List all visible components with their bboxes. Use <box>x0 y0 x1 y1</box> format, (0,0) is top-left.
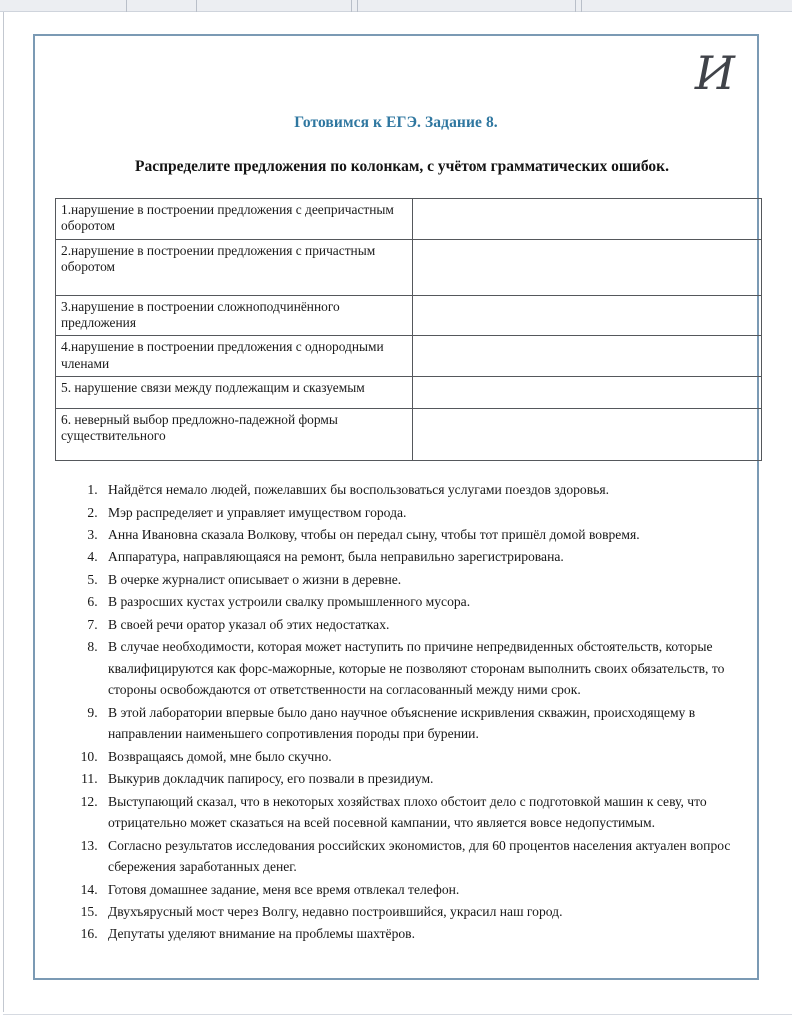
table-row <box>56 295 762 336</box>
list-item: 8. В случае необходимости, которая может наступить по причине непредвиденных обстоятельств, которые квалифицируются как форс-мажорные, которые не позволяют сторонам выполнить своих обязательств, то стороны освобождаются от ответственности на согласованный между ними срок. <box>101 636 733 700</box>
error-type-cell: 2.нарушение в построении предложения с причастным оборотом <box>56 239 413 295</box>
list-item: 13. Согласно результатов исследования российских экономистов, для 60 процентов населения актуален вопрос сбережения заработанных денег. <box>101 835 733 878</box>
list-item: 15. Двухъярусный мост через Волгу, недавно построившийся, украсил наш город. <box>101 901 733 922</box>
answer-cell[interactable] <box>413 239 762 295</box>
list-item: 5. В очерке журналист описывает о жизни в деревне. <box>101 569 733 590</box>
list-item: 14. Готовя домашнее задание, меня все время отвлекал телефон. <box>101 879 733 900</box>
strip-divider <box>581 0 582 12</box>
table-row <box>56 199 762 240</box>
list-item: 10. Возвращаясь домой, мне было скучно. <box>101 746 733 767</box>
list-item: 7. В своей речи оратор указал об этих недостатках. <box>101 614 733 635</box>
document-page <box>33 34 759 980</box>
table-row <box>56 336 762 377</box>
list-item: 16. Депутаты уделяют внимание на проблемы шахтёров. <box>101 923 733 944</box>
top-window-strip <box>0 0 792 12</box>
page-title: Готовимся к ЕГЭ. Задание 8. <box>294 114 498 131</box>
list-item: 6. В разросших кустах устроили свалку промышленного мусора. <box>101 591 733 612</box>
error-type-cell: 5. нарушение связи между подлежащим и сказуемым <box>56 377 413 409</box>
list-item: 9. В этой лаборатории впервые было дано научное объяснение искривления скважин, происходящему в направлении наименьшего сопротивления породы при бурении. <box>101 702 733 745</box>
list-item: 3. Анна Ивановна сказала Волкову, чтобы он передал сыну, чтобы тот пришёл домой вовремя. <box>101 524 733 545</box>
answer-cell[interactable] <box>413 409 762 461</box>
error-type-cell: 3.нарушение в построении сложноподчинённого предложения <box>56 295 413 336</box>
answer-cell[interactable] <box>413 336 762 377</box>
answer-cell[interactable] <box>413 377 762 409</box>
table-row <box>56 409 762 461</box>
list-item: 12. Выступающий сказал, что в некоторых хозяйствах плохо обстоит дело с подготовкой машин к севу, что отрицательно может сказаться на всей посевной кампании, что является вовсе недопустимым. <box>101 791 733 834</box>
error-type-cell: 4.нарушение в построении предложения с однородными членами <box>56 336 413 377</box>
answer-cell[interactable] <box>413 295 762 336</box>
list-item: 11. Выкурив докладчик папиросу, его позвали в президиум. <box>101 768 733 789</box>
error-type-cell: 6. неверный выбор предложно-падежной формы существительного <box>56 409 413 461</box>
strip-divider <box>351 0 352 12</box>
table-row <box>56 377 762 409</box>
strip-divider <box>126 0 127 12</box>
bottom-edge-rule <box>3 1014 792 1015</box>
error-types-table-wrapper <box>55 198 735 461</box>
list-item: 2. Мэр распределяет и управляет имуществом города. <box>101 502 733 523</box>
list-item: 1. Найдётся немало людей, пожелавших бы воспользоваться услугами поездов здоровья. <box>101 479 733 500</box>
list-item: 4. Аппаратура, направляющаяся на ремонт, была неправильно зарегистрирована. <box>101 546 733 567</box>
sentences-list <box>77 479 733 945</box>
cursive-i-logo-icon: И <box>694 46 733 100</box>
table-row <box>56 239 762 295</box>
task-instruction: Распределите предложения по колонкам, с учётом грамматических ошибок. <box>135 158 669 175</box>
error-type-cell: 1.нарушение в построении предложения с деепричастным оборотом <box>56 199 413 240</box>
strip-divider <box>357 0 358 12</box>
strip-divider <box>575 0 576 12</box>
strip-divider <box>196 0 197 12</box>
answer-cell[interactable] <box>413 199 762 240</box>
error-types-table <box>55 198 762 461</box>
left-edge-rule <box>3 12 4 1012</box>
